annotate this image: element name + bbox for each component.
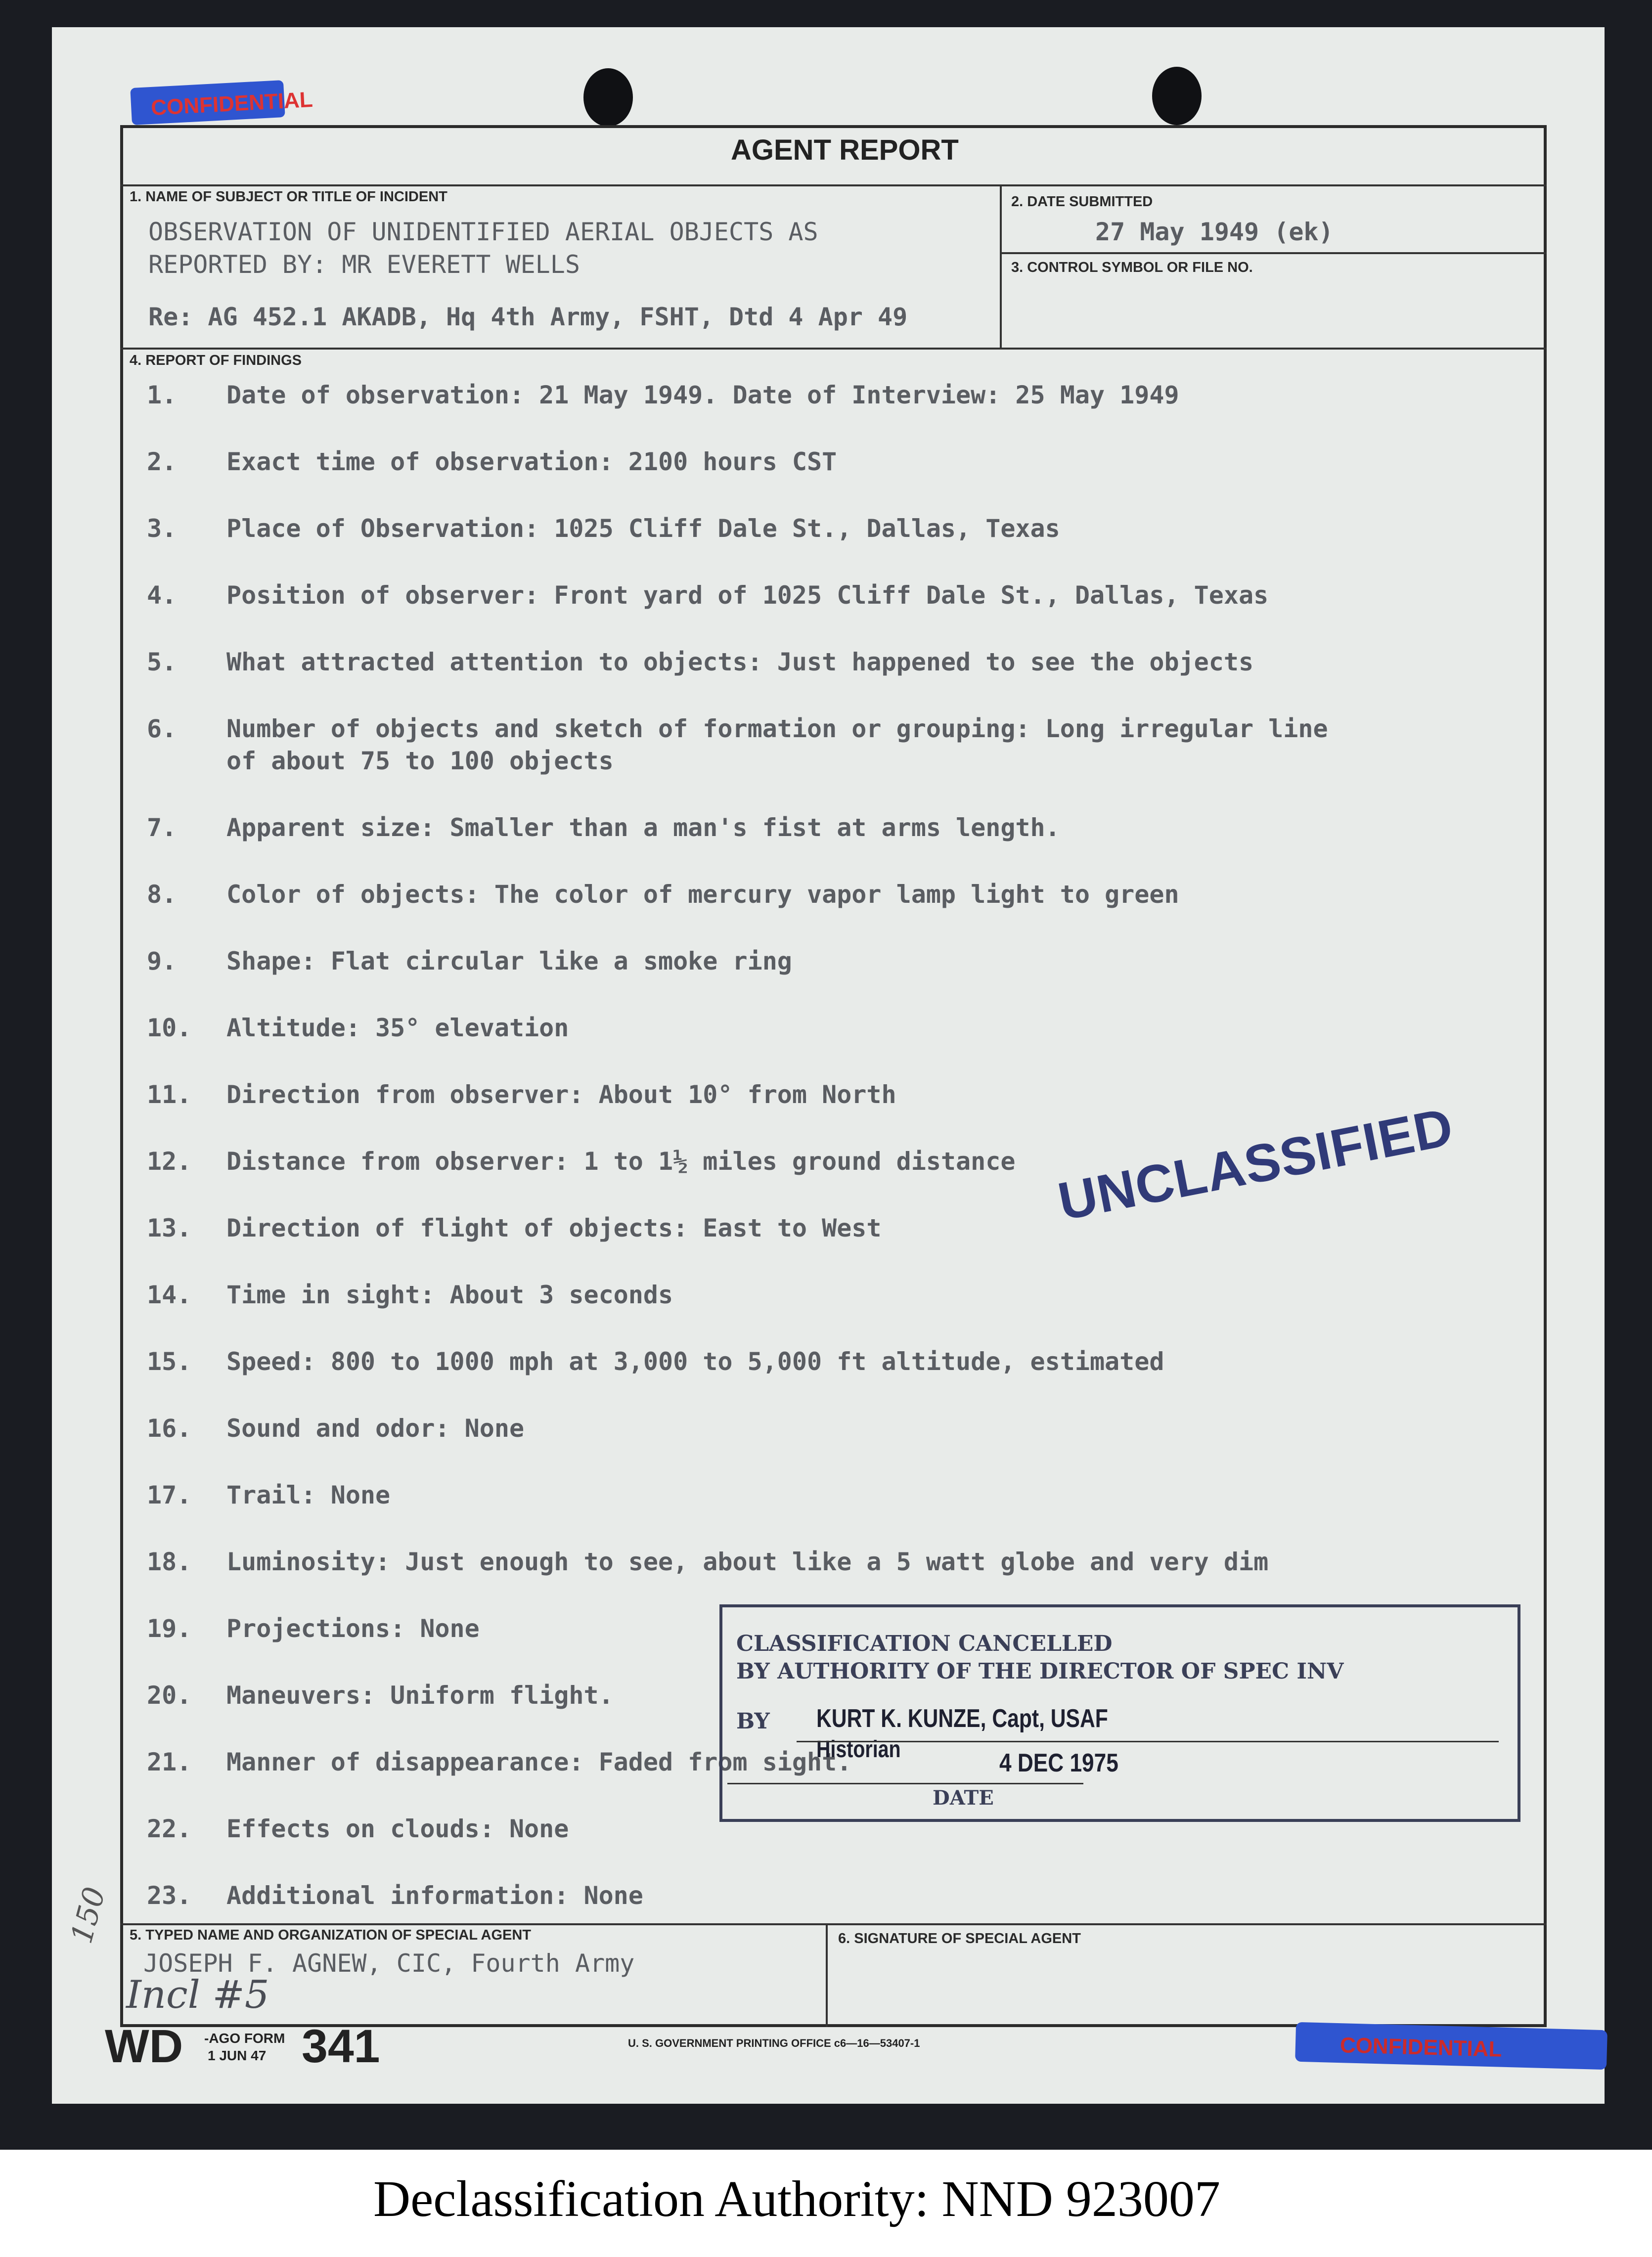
finding-number: 13. <box>147 1214 192 1242</box>
finding-text: Additional information: None <box>226 1881 643 1910</box>
finding-text: Sound and odor: None <box>226 1414 525 1443</box>
finding-number: 12. <box>147 1147 192 1176</box>
confidential-stamp-top: CONFIDENTIAL <box>130 80 285 125</box>
header-bottom-divider <box>120 348 1547 350</box>
cancel-line2: BY AUTHORITY OF THE DIRECTOR OF SPEC INV <box>736 1659 1344 1684</box>
finding-text: Exact time of observation: 2100 hours CST <box>226 447 837 476</box>
finding-number: 3. <box>147 514 177 543</box>
agent-top-divider <box>120 1923 1547 1925</box>
finding-text: Number of objects and sketch of formation or grouping: Long irregular line <box>226 714 1328 743</box>
finding-number: 7. <box>147 813 177 842</box>
agent-vertical-divider <box>826 1923 828 2027</box>
printing-office-line: U. S. GOVERNMENT PRINTING OFFICE c6—16—53407-1 <box>628 2037 920 2049</box>
field5-label: 5. TYPED NAME AND ORGANIZATION OF SPECIAL AGENT <box>130 1927 532 1943</box>
finding-text: Speed: 800 to 1000 mph at 3,000 to 5,000 ft altitude, estimated <box>226 1347 1164 1376</box>
cancel-date-label: DATE <box>933 1786 994 1810</box>
cancel-by-name: KURT K. KUNZE, Capt, USAF <box>816 1704 1108 1733</box>
finding-text: Trail: None <box>226 1481 391 1509</box>
field1-label: 1. NAME OF SUBJECT OR TITLE OF INCIDENT <box>130 189 447 205</box>
finding-number: 2. <box>147 447 177 476</box>
finding-number: 14. <box>147 1281 192 1309</box>
field1-line3: Re: AG 452.1 AKADB, Hq 4th Army, FSHT, Dtd 4 Apr 49 <box>148 303 908 331</box>
finding-text: Maneuvers: Uniform flight. <box>226 1681 614 1710</box>
finding-text: Position of observer: Front yard of 1025 Cliff Dale St., Dallas, Texas <box>226 581 1269 610</box>
finding-number: 18. <box>147 1548 192 1576</box>
unclassified-stamp: UNCLASSIFIED <box>1053 1096 1458 1232</box>
finding-number: 21. <box>147 1748 192 1776</box>
classification-cancelled-stamp <box>719 1604 1520 1822</box>
finding-text: Luminosity: Just enough to see, about like a 5 watt globe and very dim <box>226 1548 1269 1576</box>
finding-text: Place of Observation: 1025 Cliff Dale St., Dallas, Texas <box>226 514 1060 543</box>
field6-label: 6. SIGNATURE OF SPECIAL AGENT <box>838 1931 1081 1947</box>
cancel-date: 4 DEC 1975 <box>999 1749 1118 1777</box>
finding-number: 8. <box>147 880 177 909</box>
finding-number: 11. <box>147 1080 192 1109</box>
cancel-line1: CLASSIFICATION CANCELLED <box>736 1631 1113 1656</box>
cancel-by-title: Historian <box>816 1736 901 1763</box>
form-number: 341 <box>302 2020 380 2073</box>
form-wd: WD <box>105 2020 183 2073</box>
form-ago-date: 1 JUN 47 <box>208 2048 267 2063</box>
finding-number: 1. <box>147 381 177 409</box>
finding-number: 23. <box>147 1881 192 1910</box>
finding-text: Altitude: 35° elevation <box>226 1014 569 1042</box>
finding-text: Apparent size: Smaller than a man's fist at arms length. <box>226 813 1060 842</box>
declassification-caption: Declassification Authority: NND 923007 <box>373 2170 1220 2227</box>
agent-name: JOSEPH F. AGNEW, CIC, Fourth Army <box>143 1949 635 1978</box>
finding-number: 5. <box>147 648 177 676</box>
field2-divider <box>1000 252 1547 254</box>
finding-number: 19. <box>147 1614 192 1643</box>
finding-number: 6. <box>147 714 177 743</box>
finding-number: 9. <box>147 947 177 975</box>
field1-line2: REPORTED BY: MR EVERETT WELLS <box>148 250 580 279</box>
field1-line1: OBSERVATION OF UNIDENTIFIED AERIAL OBJECTS AS <box>148 218 818 246</box>
cancel-by-label: BY <box>736 1709 770 1734</box>
cancel-by-underline <box>797 1741 1499 1742</box>
finding-text: What attracted attention to objects: Just happened to see the objects <box>226 648 1254 676</box>
form-ago-label: -AGO FORM <box>204 2031 285 2046</box>
field4-label: 4. REPORT OF FINDINGS <box>130 353 302 368</box>
header-vertical-divider <box>1000 184 1002 348</box>
finding-number: 4. <box>147 581 177 610</box>
punch-hole-right <box>1152 67 1202 125</box>
cancel-date-underline <box>727 1783 1083 1784</box>
finding-text: Time in sight: About 3 seconds <box>226 1281 673 1309</box>
form-title: AGENT REPORT <box>731 134 959 166</box>
confidential-stamp-bottom: CONFIDENTIAL <box>1295 2022 1607 2070</box>
finding-text: Projections: None <box>226 1614 480 1643</box>
finding-number: 17. <box>147 1481 192 1509</box>
handwritten-inclosure-note: Incl #5 <box>126 1973 269 2017</box>
handwritten-margin-note: 150 <box>64 1883 113 1947</box>
caption-area <box>0 2150 1652 2257</box>
finding-text: Manner of disappearance: Faded from sight. <box>226 1748 852 1776</box>
finding-text: Distance from observer: 1 to 1½ miles ground distance <box>226 1147 1016 1176</box>
punch-hole-left <box>583 68 633 127</box>
finding-number: 16. <box>147 1414 192 1443</box>
field2-label: 2. DATE SUBMITTED <box>1011 194 1153 210</box>
finding-text: Shape: Flat circular like a smoke ring <box>226 947 792 975</box>
finding-number: 20. <box>147 1681 192 1710</box>
date-submitted: 27 May 1949 (ek) <box>1095 218 1334 246</box>
finding-text: Date of observation: 21 May 1949. Date of Interview: 25 May 1949 <box>226 381 1179 409</box>
finding-text: Direction from observer: About 10° from North <box>226 1080 896 1109</box>
finding-number: 15. <box>147 1347 192 1376</box>
title-divider <box>120 184 1547 186</box>
finding-number: 22. <box>147 1814 192 1843</box>
field3-label: 3. CONTROL SYMBOL OR FILE NO. <box>1011 260 1253 275</box>
finding-number: 10. <box>147 1014 192 1042</box>
finding-text: Effects on clouds: None <box>226 1814 569 1843</box>
finding-text-continued: of about 75 to 100 objects <box>226 747 614 775</box>
finding-text: Color of objects: The color of mercury vapor lamp light to green <box>226 880 1179 909</box>
finding-text: Direction of flight of objects: East to West <box>226 1214 882 1242</box>
